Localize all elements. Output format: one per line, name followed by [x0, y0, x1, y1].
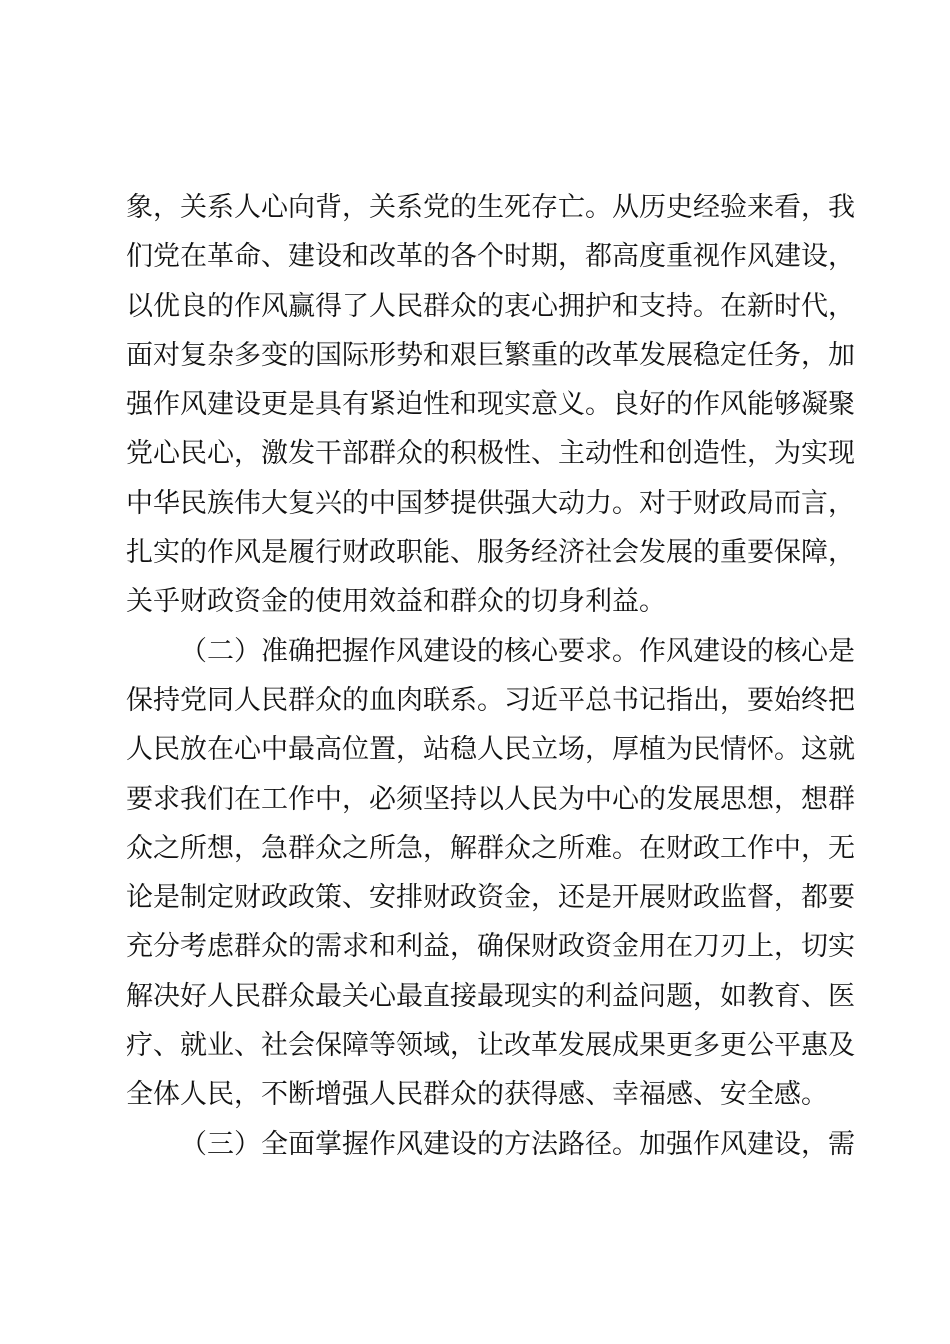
- text-line: 们党在革命、建设和改革的各个时期，都高度重视作风建设，: [126, 241, 855, 273]
- text-line: 保持党同人民群众的血肉联系。习近平总书记指出，要始终把: [126, 684, 855, 716]
- text-line: 以优良的作风赢得了人民群众的衷心拥护和支持。在新时代，: [126, 290, 855, 322]
- text-line: 众之所想，急群众之所急，解群众之所难。在财政工作中，无: [126, 832, 855, 864]
- text-line: 人民放在心中最高位置，站稳人民立场，厚植为民情怀。这就: [126, 734, 855, 766]
- text-line: 解决好人民群众最关心最直接最现实的利益问题，如教育、医: [126, 980, 855, 1012]
- text-line: 象，关系人心向背，关系党的生死存亡。从历史经验来看，我: [126, 192, 855, 223]
- text-line: 关乎财政资金的使用效益和群众的切身利益。: [126, 586, 666, 618]
- text-line: 疗、就业、社会保障等领域，让改革发展成果更多更公平惠及: [126, 1030, 855, 1062]
- text-line: 论是制定财政政策、安排财政资金，还是开展财政监督，都要: [126, 882, 855, 914]
- text-line: 面对复杂多变的国际形势和艰巨繁重的改革发展稳定任务，加: [126, 339, 855, 371]
- text-line: 扎实的作风是履行财政职能、服务经济社会发展的重要保障，: [126, 537, 855, 569]
- text-line: 要求我们在工作中，必须坚持以人民为中心的发展思想，想群: [126, 783, 855, 815]
- section-heading-line: （三）全面掌握作风建设的方法路径。加强作风建设，需: [180, 1128, 855, 1160]
- text-line: 党心民心，激发干部群众的积极性、主动性和创造性，为实现: [126, 438, 855, 470]
- text-line: 充分考虑群众的需求和利益，确保财政资金用在刀刃上，切实: [126, 931, 855, 963]
- body-text: [126, 183, 855, 1169]
- text-line: 中华民族伟大复兴的中国梦提供强大动力。对于财政局而言，: [126, 487, 855, 519]
- section-heading-line: （二）准确把握作风建设的核心要求。作风建设的核心是: [180, 635, 855, 667]
- text-line: 全体人民，不断增强人民群众的获得感、幸福感、安全感。: [126, 1079, 828, 1111]
- text-line: 强作风建设更是具有紧迫性和现实意义。良好的作风能够凝聚: [126, 389, 855, 421]
